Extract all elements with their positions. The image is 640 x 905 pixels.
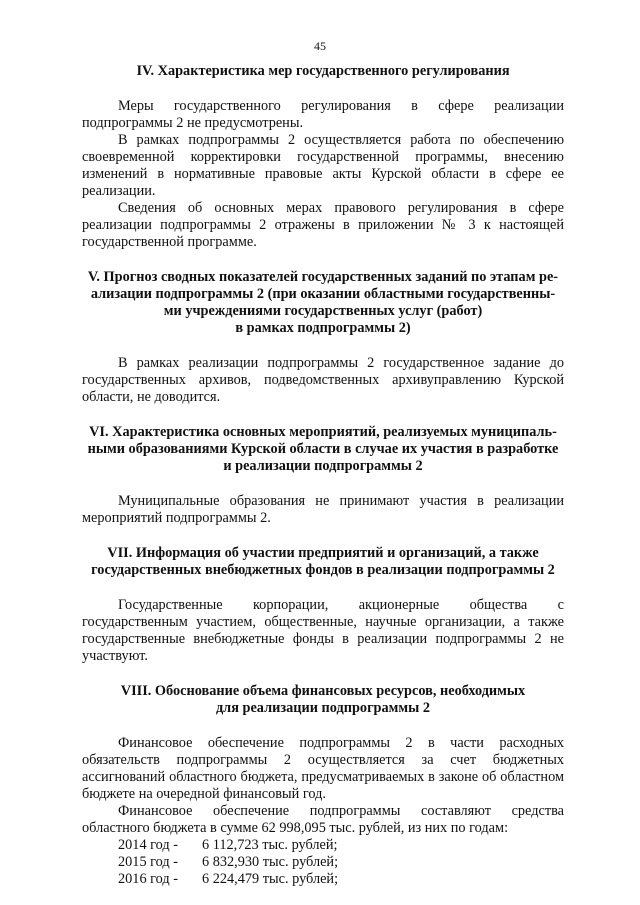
year-amount: 6 832,930 тыс. рублей; [202,854,339,870]
section-8-heading [82,683,564,717]
page-number: 45 [314,39,326,53]
year-label: 2016 год - [118,871,179,887]
section-5-heading-line: ализации подпрограммы 2 (при оказании областными государственны- [90,286,556,302]
list-item [82,837,564,854]
section-6-paragraph-1: Муниципальные образования не принимают участия в реализации мероприятий подпрограммы 2. [82,493,564,526]
section-4-paragraph-3: Сведения об основных мерах правового регулирования в сфере реализации подпрограммы 2 отражены в приложении № 3 к настоящей государственной программе. [82,200,564,250]
year-amount: 6 112,723 тыс. рублей; [202,837,338,853]
section-7-heading [82,545,564,579]
list-item [82,854,564,871]
section-8-paragraph-2: Финансовое обеспечение подпрограммы составляют средства областного бюджета в сумме 62 998,095 тыс. рублей, из них по годам: [82,803,564,836]
section-5-heading-line: ми учреждениями государственных услуг (работ) [163,303,483,319]
section-6-heading-line: ными образованиями Курской области в случае их участия в разработке [87,441,559,457]
list-item [82,871,564,888]
section-4-heading: IV. Характеристика мер государственного регулирования [136,63,510,79]
year-label: 2015 год - [118,854,179,870]
section-6-heading [82,424,564,475]
section-4-paragraph-2: В рамках подпрограммы 2 осуществляется работа по обеспечению своевременной корректировки государственной программы, внесению изменений в нормативные правовые акты Курской области в сфере ее реализации. [82,132,564,199]
section-5-heading [82,269,564,337]
section-7-paragraph-1: Государственные корпорации, акционерные общества с государственным участием, общественные, научные организации, а также государственные внебюджетные фонды в реализации подпрограммы 2 не участвуют. [82,597,564,664]
year-label: 2014 год - [118,837,179,853]
section-5-heading-line: V. Прогноз сводных показателей государственных заданий по этапам ре- [87,269,559,285]
year-amount: 6 224,479 тыс. рублей; [202,871,339,887]
section-5-paragraph-1: В рамках реализации подпрограммы 2 государственное задание до государственных архивов, подведомственных архивуправлению Курской области, не доводится. [82,355,564,405]
section-6-heading-line: VI. Характеристика основных мероприятий, реализуемых муниципаль- [89,424,557,440]
section-7-heading-line: VII. Информация об участии предприятий и организаций, а также [107,545,539,561]
section-5-heading-line: в рамках подпрограммы 2) [235,320,411,336]
section-6-heading-line: и реализации подпрограммы 2 [223,458,423,474]
section-7-heading-line: государственных внебюджетных фондов в реализации подпрограммы 2 [91,562,555,578]
section-8-heading-line: VIII. Обоснование объема финансовых ресурсов, необходимых [120,683,526,699]
section-8-heading-line: для реализации подпрограммы 2 [215,700,431,716]
funding-by-year-list [82,837,564,888]
page-content [82,63,564,888]
section-4-paragraph-1: Меры государственного регулирования в сфере реализации подпрограммы 2 не предусмотрены. [82,98,564,131]
section-8-paragraph-1: Финансовое обеспечение подпрограммы 2 в части расходных обязательств подпрограммы 2 осуществляется за счет бюджетных ассигнований областного бюджета, предусматриваемых в законе об областном бюджете на очередной финансовый год. [82,735,564,802]
